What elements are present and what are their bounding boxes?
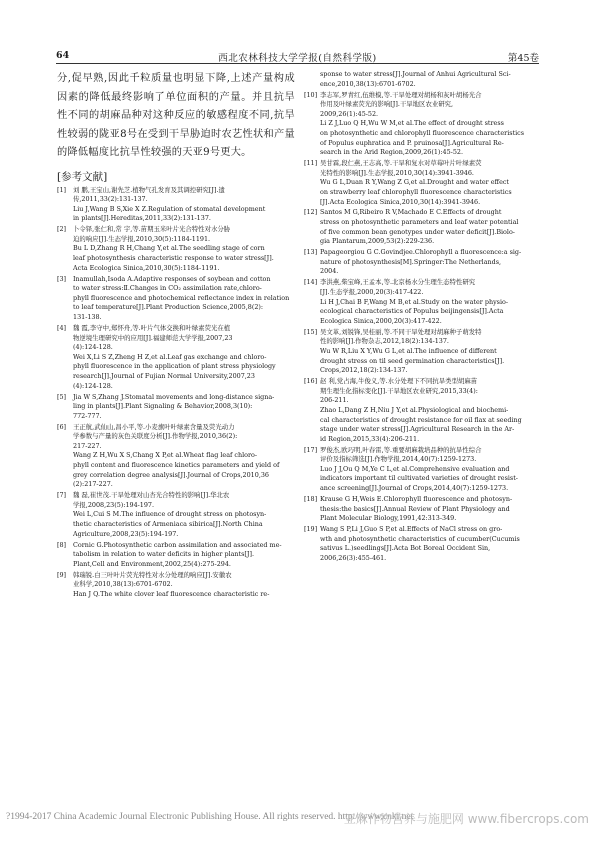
reference-line: Wei X,Li S Z,Zheng H Z,et al.Leaf gas exchange and chloro- bbox=[73, 352, 267, 361]
reference-number: [4] bbox=[57, 323, 67, 332]
reference-line: 2006,26(3):455-461. bbox=[320, 554, 387, 562]
reference-line: Krause G H,Weis E.Chlorophyll fluorescence and photosyn- bbox=[320, 495, 513, 504]
reference-item bbox=[304, 328, 542, 376]
reference-line: tabolism in relation to water deficits in higher plants[J]. bbox=[73, 550, 254, 559]
reference-line: 2009,26(1):45-52. bbox=[320, 109, 379, 118]
reference-line: phyll fluorescence and photochemical reflectance index in relation bbox=[73, 293, 290, 302]
reference-line: ence,2010,38(13):6701-6702. bbox=[320, 79, 416, 88]
reference-line: 作用及叶绿素荧光的影响[J].干旱地区农业研究, bbox=[320, 100, 454, 109]
references-list-left bbox=[57, 186, 295, 600]
reference-number: [10] bbox=[304, 90, 318, 99]
reference-line: Cornic G.Photosynthetic carbon assimilation and associated me- bbox=[73, 540, 282, 549]
reference-number: [17] bbox=[304, 445, 318, 454]
reference-line: Li Z J,Luo Q H,Wu W M,et al.The effect of drought stress bbox=[320, 119, 504, 128]
reference-line: Zhao L,Dang Z H,Niu J Y,et al.Physiological and biochemi- bbox=[320, 405, 509, 414]
reference-item bbox=[304, 208, 542, 246]
reference-line: on strawberry leaf chlorophyll fluorescence characteristics bbox=[320, 187, 512, 196]
reference-line: Plant,Cell and Environment,2002,25(4):275-294. bbox=[73, 559, 231, 568]
reference-line: 传,2011,33(2):131-137. bbox=[73, 195, 148, 204]
reference-number: [7] bbox=[57, 491, 67, 500]
reference-line: Wang S P,Li J,Guo S P,et al.Effects of NaCl stress on gro- bbox=[320, 525, 503, 534]
reference-line: ling in plants[J].Plant Signaling & Behavior,2008,3(10): bbox=[73, 402, 253, 411]
reference-line: stage under water stress[J].Agricultural Research in the Ar- bbox=[320, 425, 515, 434]
reference-number: [9] bbox=[57, 570, 67, 579]
reference-line: (2):217-227. bbox=[73, 480, 113, 489]
reference-item bbox=[304, 446, 542, 494]
reference-line: 赵 利,党占海,牛俊义,等.水分处理下不同抗旱类型胡麻苗 bbox=[320, 377, 478, 386]
reference-line: 魏 磊,崔世茂.干旱处理对山杏光合特性的影响[J].华北农 bbox=[73, 491, 230, 500]
reference-line: Bu L D,Zhang R H,Chang Y,et al.The seedling stage of corn bbox=[73, 244, 265, 253]
reference-line: sativus L.)seedlings[J].Acta Bot Boreal Occident Sin, bbox=[320, 544, 491, 553]
reference-line: search in the Arid Region,2009,26(1):45-52. bbox=[320, 148, 463, 157]
reference-line: nature of photosynthesis[M].Springer:The Netherlands, bbox=[320, 257, 502, 266]
reference-line: phyll fluorescence in the application of plant stress physiology bbox=[73, 362, 276, 371]
reference-line: Inamullah,Isoda A.Adaptive responses of soybean and cotton bbox=[73, 274, 271, 283]
reference-line: Papageorgiou G C.Govindjee.Chlorophyll a fluorescence:a sig- bbox=[320, 248, 522, 257]
reference-line: to leaf temperature[J].Plant Production Science,2005,8(2): bbox=[73, 303, 264, 312]
reference-line: 772-777. bbox=[73, 411, 102, 420]
reference-line: 李洪燕,柴宝峰,王孟本,等.北京杨水分生理生态特性研究 bbox=[320, 278, 476, 287]
reference-line: cal characteristics of drought resistance for oil flax at seeding bbox=[320, 415, 522, 424]
reference-item bbox=[304, 377, 542, 444]
reference-line: 罗俊杰,欧巧明,叶春雷,等.重要胡麻栽培品种的抗旱性综合 bbox=[320, 445, 482, 454]
volume-label: 第45卷 bbox=[507, 53, 539, 64]
reference-line: 学报,2008,23(5):194-197. bbox=[73, 500, 155, 509]
reference-line: 吴文革,刘锐锋,吴桂丽,等.不同干旱处理对胡麻种子萌发特 bbox=[320, 327, 482, 336]
reference-line: gia Plantarum,2009,53(2):229-236. bbox=[320, 237, 435, 246]
page-footer bbox=[6, 812, 589, 826]
reference-line: wth and photosynthetic characteristics of cucumber(Cucumis bbox=[320, 534, 520, 543]
reference-line: 性的影响[J].作物杂志,2012,18(2):134-137. bbox=[320, 337, 449, 346]
reference-number: [19] bbox=[304, 525, 318, 534]
reference-line: 评价及指标筛选[J].作物学报,2014,40(7):1259-1273. bbox=[320, 455, 477, 464]
left-column bbox=[57, 70, 295, 601]
reference-line: Acta Ecologica Sinica,2010,30(5):1184-1191. bbox=[73, 263, 220, 272]
reference-line: Wu G L,Duan R Y,Wang Z G,et al.Drought and water effect bbox=[320, 178, 510, 187]
reference-line: 206-211. bbox=[320, 396, 349, 405]
reference-number: [15] bbox=[304, 327, 318, 336]
reference-line: sponse to water stress[J].Journal of Anhui Agricultural Sci- bbox=[320, 70, 511, 78]
reference-line: 韩瑞锐.白三叶叶片荧光特性对水分处理的响应[J].安徽农 bbox=[73, 570, 232, 579]
reference-line: stress on photosynthetic parameters and leaf water potential bbox=[320, 218, 519, 227]
reference-number: [13] bbox=[304, 248, 318, 257]
reference-number: [16] bbox=[304, 377, 318, 386]
reference-line: in plants[J].Hereditas,2011,33(2):131-137. bbox=[73, 214, 211, 223]
reference-line: Wang Z H,Wu X S,Chang X P,et al.Wheat flag leaf chloro- bbox=[73, 451, 258, 460]
reference-line: Wu W R,Liu X Y,Wu G L,et al.The influence of different bbox=[320, 346, 497, 355]
reference-line: Luo J J,Ou Q M,Ye C L,et al.Comprehensive evaluation and bbox=[320, 464, 510, 473]
reference-line: (4):124-128. bbox=[73, 381, 113, 390]
reference-line: thetic characteristics of Armeniaca sibirica[J].North China bbox=[73, 520, 263, 529]
reference-item bbox=[57, 186, 295, 224]
reference-item bbox=[304, 278, 542, 326]
reference-item bbox=[304, 248, 542, 277]
reference-line: 迫的响应[J].生态学报,2010,30(5):1184-1191. bbox=[73, 234, 211, 243]
reference-line: 学参数与产量的灰色关联度分析[J].作物学报,2010,36(2): bbox=[73, 432, 238, 441]
reference-line: Han J Q.The white clover leaf fluorescence characteristic re- bbox=[73, 589, 270, 598]
reference-line: 吴甘霖,段仁燕,王志高,等.干旱和复水对草莓叶片叶绿素荧 bbox=[320, 159, 482, 168]
reference-line: 期生理生化指标变化[J].干旱地区农业研究,2015,33(4): bbox=[320, 386, 478, 395]
reference-line: id Region,2015,33(4):206-211. bbox=[320, 434, 420, 443]
reference-line: 刘 鹏,王宝山,谢先芝.植物气孔发育及其调控研究[J].遗 bbox=[73, 185, 225, 194]
reference-line: of Populus euphratica and P. pruinosa[J].Agricultural Re- bbox=[320, 138, 504, 147]
reference-line: ecological characteristics of Populus beijingensis[J].Acta bbox=[320, 307, 504, 316]
reference-line: research[J].Journal of Fujian Normal University,2007,23 bbox=[73, 371, 255, 380]
reference-line: Li H J,Chai B F,Wang M B,et al.Study on the water physio- bbox=[320, 297, 509, 306]
reference-item bbox=[57, 541, 295, 570]
reference-number: [8] bbox=[57, 540, 67, 549]
reference-line: of five common bean genotypes under water deficit[J].Biolo- bbox=[320, 227, 515, 236]
reference-line: Jia W S,Zhang J.Stomatal movements and long-distance signa- bbox=[73, 392, 275, 401]
reference-line: indicators important til cultivated varieties of drought resist- bbox=[320, 474, 518, 483]
right-column bbox=[304, 70, 542, 565]
reference-line: 魏 霞,李守中,郑怀舟,等.叶片气体交换和叶绿素荧光在植 bbox=[73, 323, 231, 332]
reference-item bbox=[304, 91, 542, 158]
reference-item bbox=[57, 491, 295, 539]
reference-line: (4):124-128. bbox=[73, 343, 113, 352]
reference-number: [1] bbox=[57, 185, 67, 194]
copyright-notice: ?1994-2017 China Academic Journal Electronic Publishing House. All rights reserved. http://www.cnki.net bbox=[6, 812, 414, 822]
reference-line: Agriculture,2008,23(5):194-197. bbox=[73, 529, 179, 538]
reference-number: [5] bbox=[57, 392, 67, 401]
reference-number: [11] bbox=[304, 159, 318, 168]
reference-item bbox=[57, 571, 295, 600]
reference-line: 物逆境生理研究中的应用[J].福建师范大学学报,2007,23 bbox=[73, 333, 233, 342]
reference-line: Liu J,Wang B S,Xie X Z.Regulation of stomatal development bbox=[73, 204, 266, 213]
page-header bbox=[56, 49, 539, 64]
reference-line: to water stress:Ⅱ.Changes in CO₂ assimilation rate,chloro- bbox=[73, 284, 262, 293]
reference-line: Crops,2012,18(2):134-137. bbox=[320, 366, 408, 375]
reference-line: Plant Molecular Biology,1991,42:313-349. bbox=[320, 514, 457, 523]
reference-item bbox=[57, 275, 295, 323]
reference-line: grey correlation degree analysis[J].Journal of Crops,2010,36 bbox=[73, 470, 269, 479]
reference-line: 光特性的影响[J].生态学报,2010,30(14):3941-3946. bbox=[320, 168, 474, 177]
reference-number: [18] bbox=[304, 495, 318, 504]
body-paragraph: 分,促早熟,因此千粒质量也明显下降,上述产量构成因素的降低最终影响了单位面积的产量。并且抗旱性不同的胡麻品种对这种反应的敏感程度不同,抗旱性较弱的陇亚8号在受到干旱胁迫时农艺性状和产量的降低幅度比抗旱性较强的天亚9号更大。 bbox=[57, 73, 295, 158]
reference-line: 李志军,罗青红,伍维模,等.干旱处理对胡杨和灰叶胡杨光合 bbox=[320, 90, 482, 99]
reference-line: 业科学,2010,38(13):6701-6702. bbox=[73, 580, 173, 589]
journal-title: 西北农林科技大学学报(自然科学版) bbox=[218, 53, 377, 64]
reference-line: 131-138. bbox=[73, 313, 102, 321]
reference-item bbox=[57, 393, 295, 422]
reference-line: 2004. bbox=[320, 267, 339, 276]
reference-number: [2] bbox=[57, 225, 67, 234]
reference-item bbox=[304, 495, 542, 524]
reference-item bbox=[57, 225, 295, 273]
page-number: 64 bbox=[56, 50, 70, 61]
reference-line: ance screening[J].Journal of Crops,2014,40(7):1259-1273. bbox=[320, 484, 509, 493]
reference-line: 王正航,武仙山,昌小平,等.小麦旗叶叶绿素含量及荧光动力 bbox=[73, 422, 235, 431]
reference-line: leaf photosynthesis characteristic response to water stress[J]. bbox=[73, 254, 274, 263]
reference-line: Wei L,Cui S M.The influence of drought stress on photosyn- bbox=[73, 510, 267, 519]
watermark: 亚麻作物营养与施肥网 www.fibercrops.com bbox=[343, 812, 589, 826]
references-list-right bbox=[304, 70, 542, 564]
reference-number: [6] bbox=[57, 422, 67, 431]
reference-number: [12] bbox=[304, 208, 318, 217]
reference-number: [3] bbox=[57, 274, 67, 283]
reference-line: phyll content and fluorescence kinetics parameters and yield of bbox=[73, 461, 280, 470]
reference-line: Santos M G,Ribeiro R V,Machado E C.Effects of drought bbox=[320, 208, 502, 217]
reference-number: [14] bbox=[304, 278, 318, 287]
reference-line: [J].生态学报,2000,20(3):417-422. bbox=[320, 288, 424, 297]
reference-line: 217-227. bbox=[73, 441, 102, 450]
reference-line: thesis:the basics[J].Annual Review of Plant Physiology and bbox=[320, 504, 510, 513]
reference-line: [J].Acta Ecologica Sinica,2010,30(14):3941-3946. bbox=[320, 197, 481, 206]
reference-item bbox=[304, 525, 542, 563]
reference-item bbox=[304, 159, 542, 207]
reference-line: drought stress on til seed germination characteristics[J]. bbox=[320, 356, 505, 365]
reference-item bbox=[57, 423, 295, 490]
reference-line: 卜令铎,张仁和,常 宇,等.苗期玉米叶片光合特性对水分胁 bbox=[73, 225, 231, 234]
references-title: [参考文献] bbox=[57, 170, 108, 183]
reference-item bbox=[57, 324, 295, 391]
reference-item bbox=[304, 70, 542, 89]
reference-line: Ecologica Sinica,2000,20(3):417-422. bbox=[320, 316, 442, 325]
reference-line: on photosynthetic and chlorophyll fluorescence characteristics bbox=[320, 128, 524, 137]
